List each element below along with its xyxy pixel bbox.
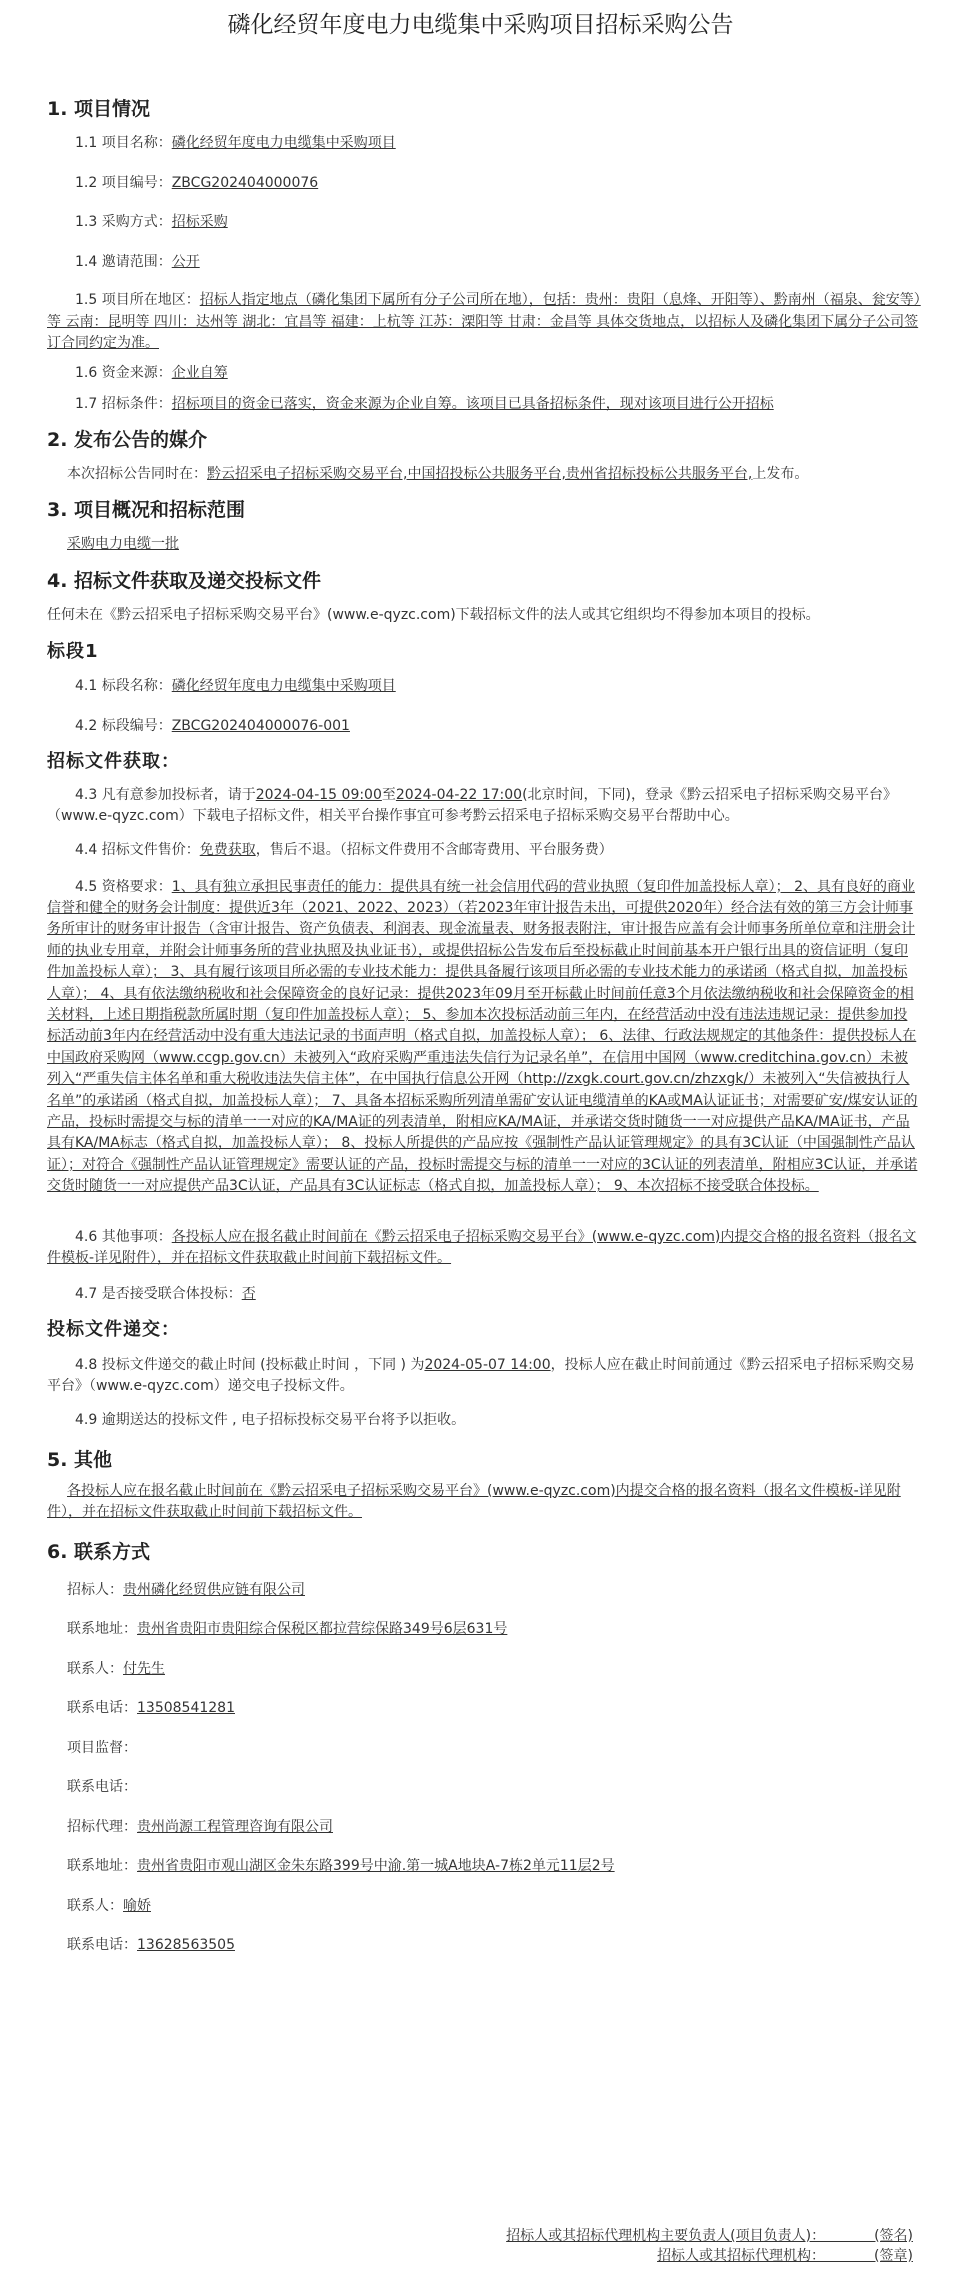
paragraph-4-5: 4.5 资格要求：1、具有独立承担民事责任的能力：提供具有统一社会信用代码的营业执照（复印件加盖投标人章）； 2、具有良好的商业信誉和健全的财务会计制度：提供近3年（2021、2022、2023）（若2023年审计报告未出，可提供2020年）经合法有效的第三方会计师事务所审计的财务审计报告（含审计报告、资产负债表、利润表、现金流量表、财务报表附注，审计报告应盖有会计师事务所单位章和注册会计师的执业专用章，并附会计师事务所的营业执照及执业证书），或提供招标公告发布后至投标截止时间前基本开户银行出具的资信证明（复印件加盖投标人章）； 3、具有履行该项目所必需的专业技术能力：提供具备履行该项目所必需的专业技术能力的承诺函（格式自拟，加盖投标人章）； 4、具有依法缴纳税收和社会保障资金的良好记录：提供2023年09月至开标截止时间前任意3个月依法缴纳税收和社会保障资金的相关材料，上述日期指税款所属时期（复印件加盖投标人章）； 5、参加本次投标活动前三年内，在经营活动中没有违法违规记录：提供参加投标活动前3年内在经营活动中没有重大违法记录的书面声明（格式自拟，加盖投标人章）； 6、法律、行政法规规定的其他条件：提供投标人在中国政府采购网（www.ccgp.gov.cn）未被列入“政府采购严重违法失信行为记录名单”，在信用中国网（www.creditchina.gov.cn）未被列入“严重失信主体名单和重大税收违法失信主体”，在中国执行信息公开网（http://zxgk.court.gov.cn/zhzxgk/）未被列入“失信被执行人名单”的承诺函（格式自拟，加盖投标人章）； 7、具备本招标采购所列清单需矿安认证电缆清单的KA或MA认证证书；对需要矿安/煤安认证的产品，投标时需提交与标的清单一一对应的KA/MA证的列表清单，附相应KA/MA证，并承诺交货时随货一一对应提供产品KA/MA证书，产品具有KA/MA标志（格式自拟，加盖投标人章）； 8、投标人所提供的产品应按《强制性产品认证管理规定》的具有3C认证（中国强制性产品认证）；对符合《强制性产品认证管理规定》需要认证的产品，投标时需提交与标的清单一一对应的3C认证的列表清单，附相应3C认证，并承诺交货时随货一一对应提供产品3C认证，产品具有3C认证标志（格式自拟，加盖投标人章）； 9、本次招标不接受联合体投标。 — [47, 878, 918, 1195]
signature-line-person: 招标人或其招标代理机构主要负责人(项目负责人)： (签名) — [506, 2228, 913, 2244]
section-contact — [47, 1539, 921, 1974]
project-name-value: 磷化经贸年度电力电缆集中采购项目 — [171, 135, 396, 151]
contact-row: 项目监督： — [67, 1739, 137, 1756]
page-title: 磷化经贸年度电力电缆集中采购项目招标采购公告 — [227, 12, 734, 38]
signature-line-organization: 招标人或其招标代理机构： (签章) — [657, 2248, 913, 2264]
submission-deadline: 2024-05-07 14:00 — [424, 1356, 551, 1373]
contact-row: 联系地址：贵州省贵阳市观山湖区金朱东路399号中渝.第一城A地块A-7栋2单元11层2号 — [67, 1858, 615, 1874]
section-media — [47, 427, 921, 497]
paragraph-4-6: 4.6 其他事项：各投标人应在报名截止时间前在《黔云招采电子招标采购交易平台》(www.e-qyzc.com)内提交合格的报名资料（报名文件模板-详见附件），并在招标文件获取截止时间前下载招标文件。 — [47, 1228, 917, 1266]
section-project-info — [47, 96, 921, 427]
section-overview — [47, 497, 921, 568]
paragraph-4-7: 4.7 是否接受联合体投标：否 — [75, 1285, 256, 1302]
section-submission — [47, 1317, 921, 1447]
field-project-code: 1.2 项目编号：ZBCG202404000076 — [75, 174, 319, 191]
field-project-name: 1.1 项目名称：磷化经贸年度电力电缆集中采购项目 — [75, 135, 396, 151]
invitation-scope-value: 公开 — [171, 253, 200, 270]
paragraph-4-9: 4.9 逾期送达的投标文件 , 电子招标投标交易平台将予以拒收。 — [75, 1411, 466, 1428]
contact-row: 招标代理：贵州尚源工程管理咨询有限公司 — [67, 1818, 333, 1835]
section-lot — [47, 639, 921, 749]
contact-row: 联系人：付先生 — [67, 1660, 165, 1677]
other-matters: 各投标人应在报名截止时间前在《黔云招采电子招标采购交易平台》(www.e-qyzc.com)内提交合格的报名资料（报名文件模板-详见附件），并在招标文件获取截止时间前下载招标文件。 — [47, 1228, 917, 1266]
field-project-location: 1.5 项目所在地区：招标人指定地点（磷化集团下属所有分子公司所在地），包括：贵州：贵阳（息烽、开阳等）、黔南州（福泉、瓮安等）等 云南：昆明等 四川：达州等 湖北：宜昌等 福建：上杭等 江苏：溧阳等 甘肃：金昌等 具体交货地点，以招标人及磷化集团下属分子公司签订合同约定为准。 — [47, 292, 921, 351]
contact-row: 联系人：喻娇 — [67, 1897, 151, 1914]
lot-name-value: 磷化经贸年度电力电缆集中采购项目 — [171, 678, 396, 694]
media-paragraph: 本次招标公告同时在：黔云招采电子招标采购交易平台,中国招投标公共服务平台,贵州省招标投标公共服务平台,上发布。 — [67, 466, 809, 482]
download-notice: 任何未在《黔云招采电子招标采购交易平台》(www.e-qyzc.com)下载招标文件的法人或其它组织均不得参加本项目的投标。 — [47, 607, 820, 623]
section-other — [47, 1447, 921, 1539]
contact-row: 联系电话：13508541281 — [67, 1700, 235, 1716]
overview-text: 采购电力电缆一批 — [67, 536, 179, 552]
acquisition-start-time: 2024-04-15 09:00 — [255, 786, 382, 803]
contact-row: 招标人：贵州磷化经贸供应链有限公司 — [67, 1581, 305, 1598]
lot-heading: 标段1 — [47, 641, 99, 662]
project-location-value: 招标人指定地点（磷化集团下属所有分子公司所在地），包括：贵州：贵阳（息烽、开阳等）、黔南州（福泉、瓮安等）等 云南：昆明等 四川：达州等 湖北：宜昌等 福建：上杭等 江苏：溧阳等 甘肃：金昌等 具体交货地点，以招标人及磷化集团下属分子公司签订合同约定为准。 — [47, 292, 921, 351]
project-code-value: ZBCG202404000076 — [171, 174, 319, 191]
fund-source-value: 企业自筹 — [171, 365, 228, 381]
tender-condition-value: 招标项目的资金已落实，资金来源为企业自筹。该项目已具备招标条件，现对该项目进行公开招标 — [171, 396, 774, 412]
submission-heading: 投标文件递交： — [47, 1318, 180, 1340]
section-heading: 5. 其他 — [47, 1448, 113, 1471]
consortium-accepted: 否 — [241, 1285, 256, 1302]
contact-row: 联系地址：贵州省贵阳市贵阳综合保税区都拉营综保路349号6层631号 — [67, 1621, 508, 1637]
qualification-requirements: 1、具有独立承担民事责任的能力：提供具有统一社会信用代码的营业执照（复印件加盖投标人章）； 2、具有良好的商业信誉和健全的财务会计制度：提供近3年（2021、2022、2023）（若2023年审计报告未出，可提供2020年）经合法有效的第三方会计师事务所审计的财务审计报告（含审计报告、资产负债表、利润表、现金流量表、财务报表附注，审计报告应盖有会计师事务所单位章和注册会计师的执业专用章，并附会计师事务所的营业执照及执业证书），或提供招标公告发布后至投标截止时间前基本开户银行出具的资信证明（复印件加盖投标人章）； 3、具有履行该项目所必需的专业技术能力：提供具备履行该项目所必需的专业技术能力的承诺函（格式自拟，加盖投标人章）； 4、具有依法缴纳税收和社会保障资金的良好记录：提供2023年09月至开标截止时间前任意3个月依法缴纳税收和社会保障资金的相关材料，上述日期指税款所属时期（复印件加盖投标人章）； 5、参加本次投标活动前三年内，在经营活动中没有违法违规记录：提供参加投标活动前3年内在经营活动中没有重大违法记录的书面声明（格式自拟，加盖投标人章）； 6、法律、行政法规规定的其他条件：提供投标人在中国政府采购网（www.ccgp.gov.cn）未被列入“政府采购严重违法失信行为记录名单”，在信用中国网（www.creditchina.gov.cn）未被列入“严重失信主体名单和重大税收违法失信主体”，在中国执行信息公开网（http://zxgk.court.gov.cn/zhzxgk/）未被列入“失信被执行人名单”的承诺函（格式自拟，加盖投标人章）； 7、具备本招标采购所列清单需矿安认证电缆清单的KA或MA认证证书；对需要矿安/煤安认证的产品，投标时需提交与标的清单一一对应的KA/MA证的列表清单，附相应KA/MA证，并承诺交货时随货一一对应提供产品KA/MA证书，产品具有KA/MA标志（格式自拟，加盖投标人章）； 8、投标人所提供的产品应按《强制性产品认证管理规定》的具有3C认证（中国强制性产品认证）；对符合《强制性产品认证管理规定》需要认证的产品，投标时需提交与标的清单一一对应的3C认证的列表清单，附相应3C认证，并承诺交货时随货一一对应提供产品3C认证，产品具有3C认证标志（格式自拟，加盖投标人章）； 9、本次招标不接受联合体投标。 — [47, 878, 918, 1195]
field-procurement-method: 1.3 采购方式：招标采购 — [75, 214, 228, 230]
field-fund-source: 1.6 资金来源：企业自筹 — [75, 365, 228, 381]
section-heading: 1. 项目情况 — [47, 98, 151, 120]
lot-code-value: ZBCG202404000076-001 — [171, 717, 350, 734]
other-text: 各投标人应在报名截止时间前在《黔云招采电子招标采购交易平台》(www.e-qyzc.com)内提交合格的报名资料（报名文件模板-详见附件），并在招标文件获取截止时间前下载招标文件。 — [47, 1482, 901, 1520]
procurement-method-value: 招标采购 — [171, 214, 228, 230]
section-heading: 4. 招标文件获取及递交投标文件 — [47, 570, 322, 592]
field-invitation-scope: 1.4 邀请范围：公开 — [75, 253, 200, 270]
contact-row: 联系电话：13628563505 — [67, 1937, 235, 1953]
paragraph-4-3: 4.3 凡有意参加投标者，请于2024-04-15 09:00至2024-04-22 17:00(北京时间，下同)，登录《黔云招采电子招标采购交易平台》（www.e-qyzc.com）下载电子招标文件，相关平台操作事宜可参考黔云招采电子招标采购交易平台帮助中心。 — [47, 786, 897, 824]
acquisition-heading: 招标文件获取： — [47, 750, 180, 772]
field-tender-condition: 1.7 招标条件：招标项目的资金已落实，资金来源为企业自筹。该项目已具备招标条件，现对该项目进行公开招标 — [75, 396, 774, 412]
section-acquisition — [47, 749, 921, 1317]
acquisition-end-time: 2024-04-22 17:00 — [395, 786, 523, 803]
section-heading: 2. 发布公告的媒介 — [47, 429, 208, 451]
media-list: 黔云招采电子招标采购交易平台,中国招投标公共服务平台,贵州省招标投标公共服务平台, — [207, 466, 753, 482]
paragraph-4-4: 4.4 招标文件售价：免费获取，售后不退。（招标文件费用不含邮寄费用、平台服务费） — [75, 841, 613, 858]
contact-row: 联系电话： — [67, 1779, 137, 1795]
section-doc-acquisition — [47, 568, 921, 639]
field-lot-code: 4.2 标段编号：ZBCG202404000076-001 — [75, 717, 350, 734]
section-heading: 3. 项目概况和招标范围 — [47, 499, 246, 521]
field-lot-name: 4.1 标段名称：磷化经贸年度电力电缆集中采购项目 — [75, 678, 396, 694]
paragraph-4-8: 4.8 投标文件递交的截止时间 (投标截止时间 ，下同 ) 为2024-05-07 14:00，投标人应在截止时间前通过《黔云招采电子招标采购交易平台》（www.e-qyzc.com）递交电子投标文件。 — [47, 1356, 915, 1394]
document-price: 免费获取 — [199, 841, 256, 858]
section-heading: 6. 联系方式 — [47, 1540, 151, 1563]
signature-block — [506, 2226, 913, 2266]
